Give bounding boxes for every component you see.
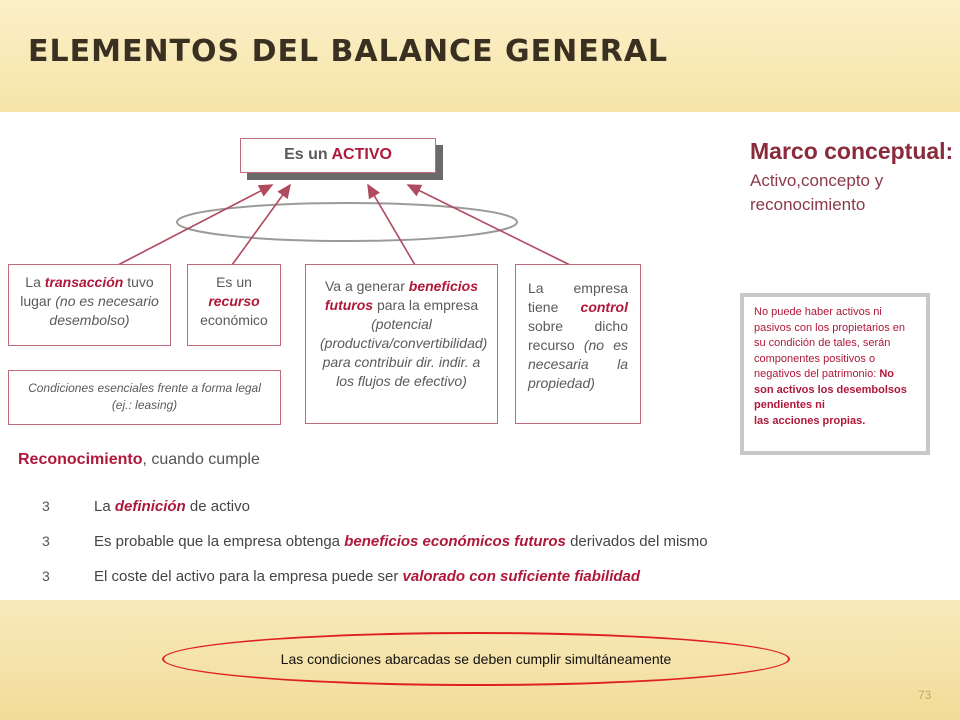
bullet-icon: 3 xyxy=(42,498,50,514)
marco-heading: Marco conceptual: xyxy=(750,138,954,164)
box-beneficios xyxy=(305,264,498,424)
box1-highlight: transacción xyxy=(44,274,124,290)
item1-pre: La xyxy=(94,498,115,515)
box2-highlight: recurso xyxy=(208,293,260,309)
activo-highlight: ACTIVO xyxy=(331,146,392,163)
box5-line-1: Condiciones esenciales frente a forma legal xyxy=(28,381,261,395)
footer-note-oval xyxy=(162,632,790,686)
box2-text-a: Es un xyxy=(216,274,252,290)
box1-text-b: tuvo lugar xyxy=(20,274,154,309)
activo-prefix: Es un xyxy=(284,146,328,163)
box5-line-2: (ej.: leasing) xyxy=(111,398,178,412)
box2-text-b: económico xyxy=(200,312,268,328)
footer-note: Las condiciones abarcadas se deben cumplir simultáneamente xyxy=(280,651,672,667)
box3-highlight: beneficios futuros xyxy=(324,278,479,313)
item3-highlight: valorado con suficiente fiabilidad xyxy=(402,568,641,585)
bullet-icon: 3 xyxy=(42,533,50,549)
box-recurso xyxy=(187,264,281,346)
box4-highlight: control xyxy=(580,299,628,315)
box3-text-a: Va a generar xyxy=(324,278,409,294)
item3-pre: El coste del activo para la empresa puede ser xyxy=(94,568,403,585)
box1-text-c: (no es necesario desembolso) xyxy=(49,293,159,328)
box4-text-b: sobre dicho recurso xyxy=(528,318,628,353)
box4-text-a: La empresa tiene xyxy=(528,280,628,315)
box3-text-b: para la empresa xyxy=(373,297,479,313)
item1-post: de activo xyxy=(185,498,250,515)
item1-highlight: definición xyxy=(114,498,186,515)
marco-subtitle xyxy=(750,169,953,217)
recognition-item xyxy=(42,568,640,585)
box3-text-c: (potencial (productiva/convertibilidad) para contribuir dir. indir. a los flujos de efectivo) xyxy=(320,316,488,389)
item2-highlight: beneficios económicos futuros xyxy=(344,533,566,550)
box-control xyxy=(515,264,641,424)
recognition-title-bold: Reconocimiento xyxy=(18,451,143,468)
marco-line-2: reconocimiento xyxy=(750,195,866,214)
note-bold-1: No son activos los desembolsos pendientes ni xyxy=(754,368,907,411)
note-box xyxy=(740,293,930,455)
recognition-title xyxy=(18,451,260,469)
page-number: 73 xyxy=(918,688,932,702)
activo-box xyxy=(240,138,436,173)
item2-pre: Es probable que la empresa obtenga xyxy=(94,533,345,550)
item2-post: derivados del mismo xyxy=(565,533,708,550)
note-text: No puede haber activos ni pasivos con los propietarios en su condición de tales, serán componentes positivos o negativos del patrimonio: xyxy=(754,306,906,380)
box4-text-c: (no es necesaria la propiedad) xyxy=(528,337,628,391)
marco-line-1: Activo,concepto y xyxy=(750,171,884,190)
marco-conceptual xyxy=(750,138,953,217)
box-transaccion xyxy=(8,264,171,346)
box1-text-a: La xyxy=(25,274,45,290)
box-condiciones xyxy=(8,370,281,425)
note-bold-2: las acciones propias. xyxy=(754,414,866,427)
recognition-item xyxy=(42,498,250,515)
page-title: ELEMENTOS DEL BALANCE GENERAL xyxy=(28,34,669,69)
recognition-title-rest: , cuando cumple xyxy=(142,451,260,468)
bullet-icon: 3 xyxy=(42,568,50,584)
recognition-item xyxy=(42,533,708,550)
